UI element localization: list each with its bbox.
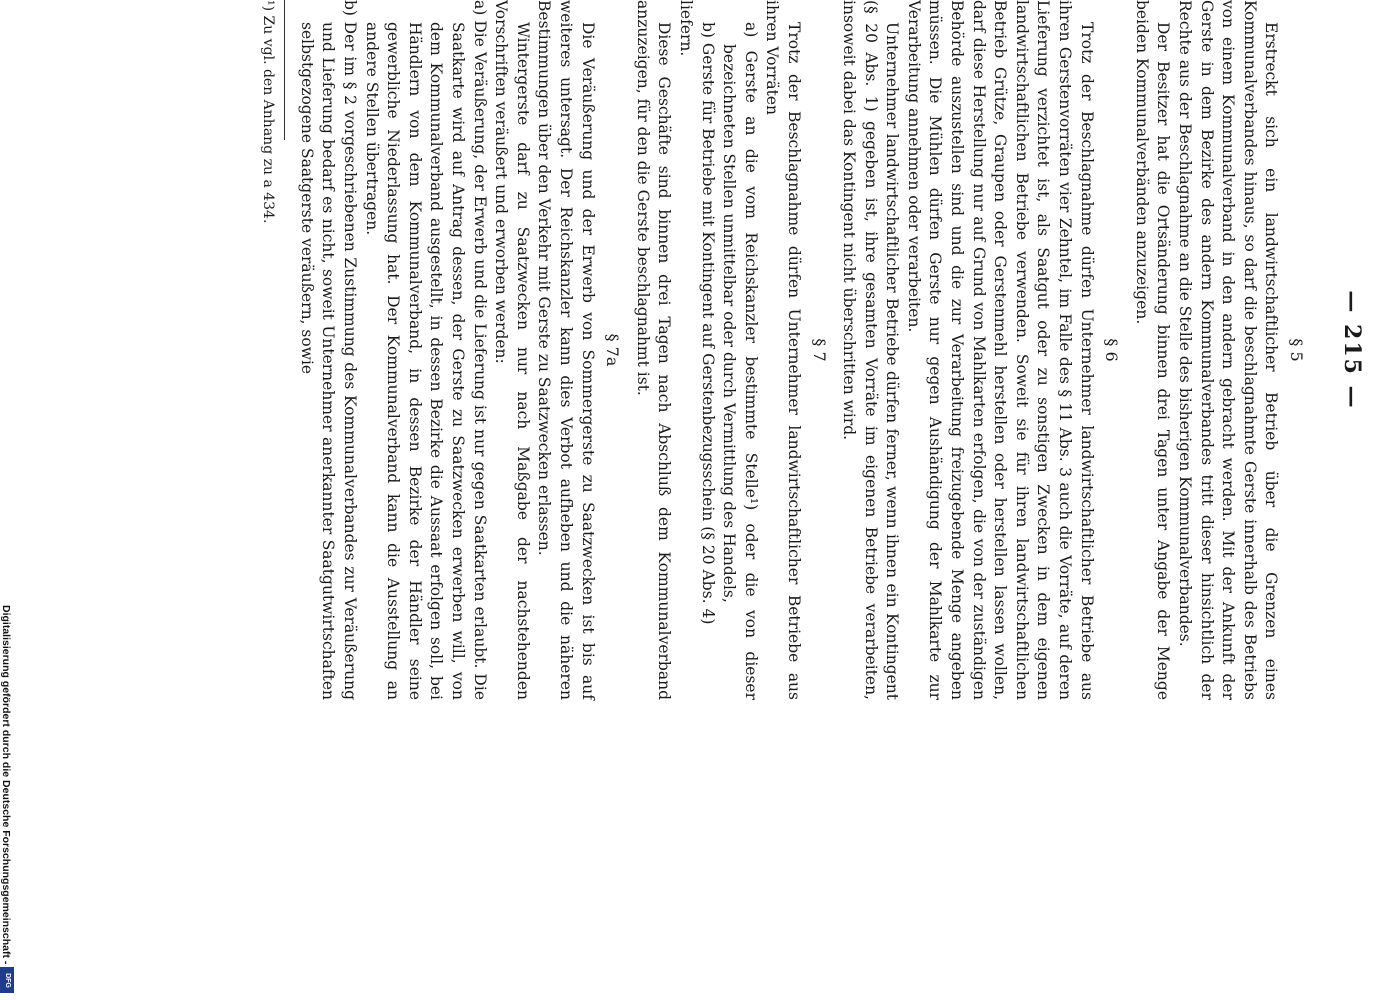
footnote: ¹) Zu vgl. den Anhang zu a 434. (260, 0, 277, 224)
digitization-credit-text: Digitalisierung gefördert durch die Deutsche Forschungsgemeinschaft - (0, 605, 12, 965)
page-body (257, 0, 1315, 700)
footnote-divider (284, 0, 285, 140)
section-5-paragraph-2: Der Besitzer hat die Ortsänderung binnen drei Tagen unter Angabe der Menge beiden Kommunalverbänden anzuzeigen. (1132, 0, 1173, 700)
page-number: — 215 — (1339, 290, 1365, 410)
section-7-paragraph-2: Diese Geschäfte sind binnen drei Tagen nach Abschluß dem Kommunalverband anzuzeigen, für den die Gerste beschlagnahmt ist. (633, 0, 674, 700)
dfg-logo-icon (0, 967, 14, 993)
section-6-heading: § 6 (1102, 338, 1122, 362)
section-7a-paragraph-2: Wintergerste darf zu Saatzwecken nur nach Maßgabe der nachstehenden Vorschriften veräußert und erworben werden: (492, 0, 532, 700)
section-7-continuation: liefern. (676, 0, 695, 57)
section-5-paragraph-1: Erstreckt sich ein landwirtschaftlicher Betrieb über die Grenzen eines Kommunalverbandes hinaus, so darf die beschlagnahmte Gerste innerhalb des Betriebs von einem Kommunalverband in den andern gebracht werden. Mit der Ankunft der Gerste in dem Bezirke des andern Kommunalverbandes tritt dieser hinsichtlich der Rechte aus der Beschlagnahme an die Stelle des bisherigen Kommunalverbandes. (1176, 0, 1281, 700)
section-7a-item-a: a) Die Veräußerung, der Erwerb und die Lieferung ist nur gegen Saatkarten erlaubt. Die Saatkarte wird auf Antrag dessen, der Gerste zu Saatzwecken erwerben will, von dem Kommunalverband ausgestellt, in dessen Bezirke die Aussaat erfolgen soll, bei Händlern von dem Kommunalverband, in dessen Bezirke der Händler seine gewerbliche Niederlassung hat. Der Kommunalverband kann die Ausstellung an andere Stellen übertragen. (362, 0, 489, 700)
section-5-heading: § 5 (1287, 338, 1306, 362)
rotated-page (260, 0, 1383, 1000)
section-7-item-a: a) Gerste an die vom Reichskanzler bestimmte Stelle¹) oder die von dieser bezeichneten Stellen unmittelbar oder durch Vermittlung des Handels, (720, 22, 760, 700)
section-7-heading: § 7 (809, 338, 829, 362)
section-7a-heading: § 7a (603, 333, 623, 367)
section-6-paragraph-1: Trotz der Beschlagnahme dürfen Unternehmer landwirtschaftlicher Betriebe aus ihren Gerstenvorräten vier Zehntel, im Falle des § 11 Abs. 3 auch die Vorräte, auf deren Lieferung verzichtet ist, als Saatgut oder zu sonstigen Zwecken in dem eigenen landwirtschaftlichen Betriebe verwenden. Soweit sie für ihren landwirtschaftlichen Betrieb Grütze, Graupen oder Gerstenmehl herstellen oder herstellen lassen wollen, darf diese Herstellung nur auf Grund von Mahlkarten erfolgen, die von der zuständigen Behörde auszustellen sind und die zur Verarbeitung freizugebende Menge angeben müssen. Die Mühlen dürfen Gerste nur gegen Aushändigung der Mahlkarte zur Verarbeitung annehmen oder verarbeiten. (904, 0, 1096, 700)
section-7-item-b: b) Gerste für Betriebe mit Kontingent auf Gerstenbezugsschein (§ 20 Abs. 4) (698, 22, 717, 625)
section-7a-paragraph-1: Die Veräußerung und der Erwerb von Sommergerste zu Saatzwecken ist bis auf weiteres untersagt. Der Reichskanzler kann dies Verbot aufheben und die näheren Bestimmungen über den Verkehr mit Gerste zu Saatzwecken erlassen. (535, 0, 597, 700)
page-content (260, 0, 1383, 700)
section-7-paragraph-1: Trotz der Beschlagnahme dürfen Unternehmer landwirtschaftlicher Betriebe aus ihren Vorräten (763, 0, 803, 700)
digitization-credit (2, 605, 14, 995)
dfg-logo-text: DFG (3, 972, 11, 988)
section-7a-item-b: b) Der im § 2 vorgeschriebenen Zustimmung des Kommunalverbandes zur Veräußerung und Lieferung bedarf es nicht, soweit Unternehmer anerkannter Saatgutwirtschaften selbstgezogene Saatgerste veräußern, sowie (297, 0, 360, 700)
section-6-paragraph-2: Unternehmer landwirtschaftlicher Betriebe dürfen ferner, wenn ihnen ein Kontingent (§ 20 Abs. 1) gegeben ist, ihre gesamten Vorräte im eigenen Betriebe verarbeiten, insoweit dabei das Kontingent nicht überschritten wird. (840, 0, 902, 700)
